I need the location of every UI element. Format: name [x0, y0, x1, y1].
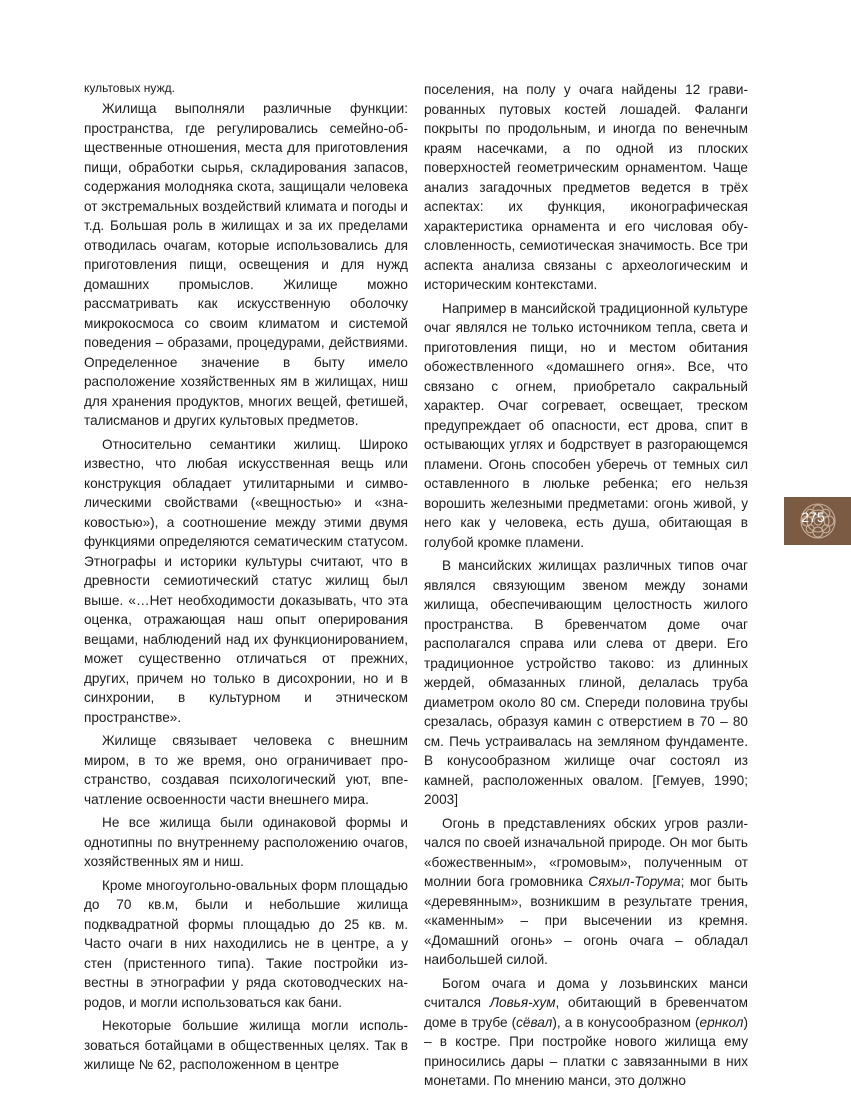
paragraph: Некоторые большие жилища могли использоваться ботайцами в общественных целях. Так в жилище № 62, расположенном в центре — [84, 1018, 408, 1072]
deity-name: Ловья-хум — [489, 995, 556, 1010]
paragraph: Жилища выполняли различные функции: пространства, где регулировались семейно-общественные отношения, места для приготовления пищи, обработки сырья, складирования запасов, содержания молодняка скота, защищали человека от экстремальных воздействий климата и погоды и т.д. Большая роль в жилищах и за их пределами отводилась очагам, которые использовались для приготовления пищи, освещения и для нужд домашних промыслов. Жилище можно рассматривать как искусственную оболочку микрокосмоса со своим климатом и системой поведения – образами, процедурами, действиями. Определенное значение в быту имело расположение хозяйственных ям в жилищах, ниш для хранения продуктов, многих вещей, фетишей, талисманов и других культовых предметов. — [84, 101, 408, 428]
term: ернкол — [699, 1014, 744, 1030]
paragraph: Жилище связывает человека с внешним миром, в то же время, оно ограничивает пространство, создавая психологический уют, впечатление освоенности части внешнего мира. — [84, 733, 408, 807]
left-column — [84, 80, 408, 1079]
term: сёвал — [516, 1014, 553, 1030]
paragraph: культовых нужд. — [84, 81, 175, 95]
page-number: 275 — [801, 509, 825, 525]
deity-name: Сяхыл-Торума — [588, 874, 681, 889]
paragraph: Например в мансийской традиционной культуре очаг являлся не только источником тепла, света и приготовления пищи, но и местом обитания обожествленного «домашнего огня». Все, что связано с огнем, приобретало сакральный характер. Очаг согревает, освещает, треском предупреждает об опасности, ест дрова, спит в остывающих углях и бодрствует в разгорающемся пламени. Огонь способен уберечь от темных сил оставленного в люльке ребенка; его нельзя ворошить железными предметами: огонь живой, у него как у человека, есть душа, обитающая в голубой кромке пламени. — [424, 300, 748, 550]
paragraph: поселения, на полу у очага найдены 12 гравированных путовых костей лошадей. Фаланги покрыты по продольным, и иногда по венечным краям насечками, а по одной из плоских поверхностей геометрическим орнаментом. Чаще анализ загадочных предметов ведется в трёх аспектах: их функция, иконографическая характеристика орнамента и его числовая обусловленность, семиотическая значимость. Все три аспекта анализа связаны с археологическим и историческим контекстами. — [424, 82, 748, 292]
paragraph: Огонь в представлениях обских угров различался по своей изначальной природе. Он мог быть «божественным», «громовым», полученным от молнии бога громовника Сяхыл-Торума; мог быть «деревянным», возникшим в результате трения, «каменным» – при высечении из кремня. «Домашний огонь» – огонь очага – обладал наибольшей силой. — [424, 815, 748, 967]
paragraph: Богом очага и дома у лозьвинских манси считался Ловья-хум, обитающий в бревенчатом доме в трубе (сёвал), а в конусообразном (ернкол) – в костре. При постройке нового жилища ему приносились дары – платки с завязанными в них монетами. По мнению манси, это должно — [424, 975, 748, 1088]
paragraph: В мансийских жилищах различных типов очаг являлся связующим звеном между зонами жилища, обеспечивающим целостность жилого пространства. В бревенчатом доме очаг располагался справа или слева от двери. Его традиционное устройство таково: из длинных жердей, обмазанных глиной, делалась труба диаметром около 80 см. Спереди половина трубы срезалась, образуя камин с отверстием в 70 – 80 см. Печь устраивалась на земляном фундаменте. В конусообразном жилище очаг состоял из камней, расположенных овалом. [Гемуев, 1990; 2003] — [424, 558, 748, 807]
right-column — [424, 80, 748, 1095]
paragraph: Не все жилища были одинаковой формы и однотипны по внутреннему расположению очагов, хозяйственных ям и ниш. — [84, 815, 408, 869]
page-number-tab — [784, 497, 851, 545]
paragraph: Кроме многоугольно-овальных форм площадью до 70 кв.м, были и небольшие жилища подквадратной формы площадью до 25 кв. м. Часто очаги в них находились не в центре, а у стен (пристенного типа). Такие постройки известны в этнографии у ряда скотоводческих народов, и могли использоваться как бани. — [84, 877, 408, 1010]
paragraph: Относительно семантики жилищ. Широко известно, что любая искусственная вещь или конструкция обладает утилитарными и символическими свойствами («вещностью» и «знаковостью»), а соотношение между этими двумя функциями определяются сематическим статусом. Этнографы и историки культуры считают, что в древности семиотический статус жилищ был выше. «…Нет необходимости доказывать, что эта оценка, отражающая наш опыт оперирования вещами, наблюдений над их функционированием, может существенно отличаться от прежних, других, причем но только в дисохронии, но и в синхронии, в культурном и этническом пространстве». — [84, 436, 408, 725]
